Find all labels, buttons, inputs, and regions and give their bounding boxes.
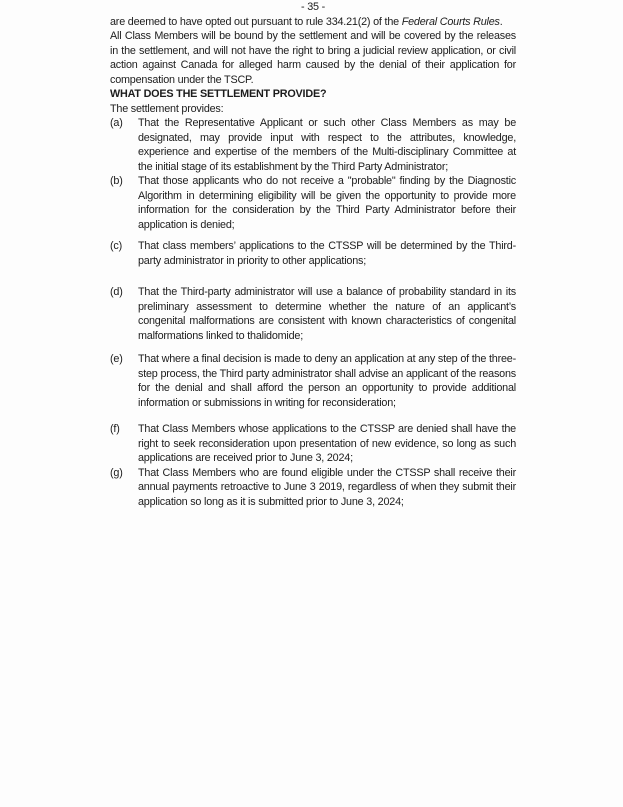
list-item-d xyxy=(110,285,516,343)
list-item-b xyxy=(110,174,516,232)
provisions-list xyxy=(110,116,516,509)
page-content xyxy=(110,0,516,509)
item-text: That the Third-party administrator will use a balance of probability standard in its preliminary assessment to determine whether the nature of an applicant’s congenital malformations are consistent with known characteristics of congenital malformations linked to thalidomide; xyxy=(138,286,516,342)
item-label: (b) xyxy=(110,175,123,187)
item-label: (e) xyxy=(110,353,123,365)
list-item-g xyxy=(110,466,516,510)
item-text: That class members’ applications to the CTSSP will be determined by the Third-party administrator in priority to other applications; xyxy=(138,240,516,267)
item-label: (g) xyxy=(110,466,123,479)
list-item-e xyxy=(110,352,516,410)
item-text: That those applicants who do not receive a "probable" finding by the Diagnostic Algorithm in determining eligibility will be given the opportunity to provide more information for the consideration by the Third Party Administrator before their application is denied; xyxy=(138,175,516,231)
list-item-a xyxy=(110,116,516,174)
opt-out-suffix: . xyxy=(499,15,503,28)
list-intro: The settlement provides: xyxy=(110,102,224,115)
opt-out-paragraph xyxy=(110,15,516,30)
section-heading: WHAT DOES THE SETTLEMENT PROVIDE? xyxy=(110,88,327,100)
list-item-f xyxy=(110,422,516,466)
item-text: That where a final decision is made to deny an application at any step of the three-step process, the Third party administrator shall advise an applicant of the reasons for the denial and shall afford the person an opportunity to provide additional information or submissions in writing for reconsideration; xyxy=(138,353,516,409)
list-item-c xyxy=(110,239,516,268)
item-text: That Class Members who are found eligible under the CTSSP shall receive their annual payments retroactive to June 3 2019, regardless of when they submit their application so long as it is submitted prior to June 3, 2024; xyxy=(138,466,516,508)
class-members-paragraph: All Class Members will be bound by the settlement and will be covered by the releases in the settlement, and will not have the right to bring a judicial review application, or civil action against Canada for alleged harm caused by the denial of their application for compensation under the TSCP. xyxy=(110,30,516,86)
item-label: (f) xyxy=(110,423,120,435)
item-label: (a) xyxy=(110,117,123,129)
item-text: That the Representative Applicant or such other Class Members as may be designated, may provide input with respect to the attributes, knowledge, experience and expertise of the members of the Multi-disciplinary Committee at the initial stage of its establishment by the Third Party Administrator; xyxy=(138,117,516,173)
item-label: (c) xyxy=(110,240,122,252)
page-number: - 35 - xyxy=(301,1,325,13)
item-label: (d) xyxy=(110,286,123,298)
opt-out-text: are deemed to have opted out pursuant to rule 334.21(2) of the xyxy=(110,15,402,28)
federal-courts-rules-citation: Federal Courts Rules xyxy=(401,15,500,28)
item-text: That Class Members whose applications to the CTSSP are denied shall have the right to seek reconsideration upon presentation of new evidence, so long as such applications are received prior to June 3, 2024; xyxy=(138,423,516,464)
